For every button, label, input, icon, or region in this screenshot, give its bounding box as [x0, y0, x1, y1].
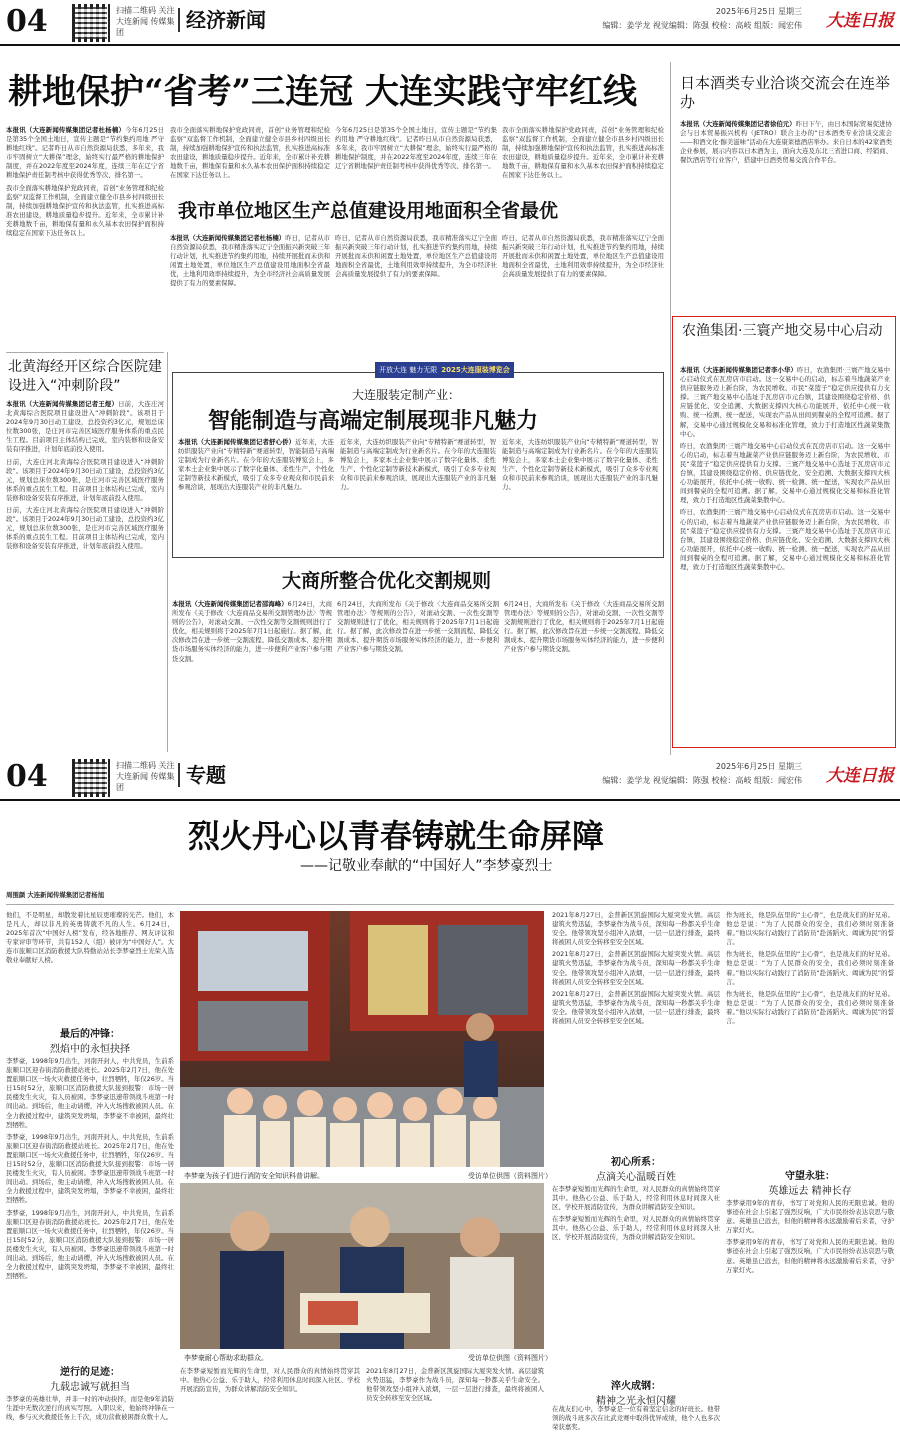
photo2-credit: 受访单位供图（资料图片） — [468, 1354, 552, 1362]
article4-col-3: 6月24日，大商所发布《关于修改〈大连商品交易所交割管理办法〉等规则的公告》，对滚动交割、一次性交割等交割规则进行了优化，相关规则将于2025年7月1日起施行。据了解，此次修改旨在进一步统一交割流程、降低交割成本、提升期货市场服务实体经济的能力，进一步便利产业客户参与期货交割。 — [504, 600, 664, 654]
newspaper-logo: 大连日报 — [826, 766, 894, 786]
feature-subheadline: ——记敬业奉献的“中国好人”李梦豪烈士 — [300, 858, 553, 874]
feature-col-3: 近年来，大连纺织服装产业向“专精特新”赛道转型，智能制造与高端定制成为行业新名片。在今年的大连服装博览会上，多家本土企业集中展示了数字化量体、柔性生产、个性化定制等新技术新模式，吸引了众多专业观众和市民前来参观洽谈，展现出大连服装产业的非凡魅力。 — [502, 438, 658, 492]
subhead-guardian: 守望永驻： 英雄远去 精神长存 — [768, 1171, 852, 1197]
lead-article-col-4: 我市全面落实耕地保护党政同责，首创“业务管理和纪检监察”双监督工作机制，全面建立健全市县乡村四级田长制，持续加强耕地保护宣传和执法监管，扎实推进高标准农田建设，耕地质量稳步提升。近年来，全市累计补充耕地数千亩，耕地保有量和永久基本农田保护面积持续稳定在国家下达任务以上。 — [502, 126, 664, 180]
feature-col-1: 本报讯（大连新闻传媒集团记者舒心侨）近年来，大连纺织服装产业向“专精特新”赛道转型，智能制造与高端定制成为行业新名片。在今年的大连服装博览会上，多家本土企业集中展示了数字化量体、柔性生产、个性化定制等新技术新模式，吸引了众多专业观众和市民前来参观洽谈，展现出大连服装产业的非凡魅力。 — [178, 438, 335, 492]
mid-col-body-3: 在李梦豪短暂而光辉的生命里，对人民群众的真情始终贯穿其中。他热心公益、乐于助人，经常利用休息时间深入社区、学校开展消防宣传，为群众讲解消防安全知识。 在李梦豪短暂而光辉的生命里，对人民群众的真情始终贯穿其中。他热心公益、乐于助人，经常利用休息时间深入社区、学校开展消防宣传，为群众讲解消防安全知识。 — [552, 1185, 720, 1242]
mid-center-body: 2021年8月27日，金普新区凯旋国际大厦突发火情。高层建筑火势迅猛，李梦豪作为战斗员，深知每一秒都关乎生命安全。他带领攻坚小组冲入浓烟，一层一层进行排查，最终将被困人员安全转移至安全区域。 — [366, 1367, 544, 1403]
mid-col-body-4: 在战友们心中，李梦豪是一位有着坚定信念的好班长。他带领的战斗班多次在比武竞赛中取得优异成绩，他个人也多次荣获嘉奖。 — [552, 1405, 720, 1432]
qr-code-icon[interactable] — [72, 759, 110, 797]
sidebar-top-headline: 日本酒类专业洽谈交流会在连举办 — [680, 74, 891, 111]
feature-byline: 周围颜 大连新闻传媒集团记者杨旭 — [6, 891, 105, 899]
feature-col-2: 近年来，大连纺织服装产业向“专精特新”赛道转型，智能制造与高端定制成为行业新名片。在今年的大连服装博览会上，多家本土企业集中展示了数字化量体、柔性生产、个性化定制等新技术新模式，吸引了众多专业观众和市民前来参观洽谈，展现出大连服装产业的非凡魅力。 — [340, 438, 496, 492]
page-number: 04 — [6, 759, 48, 794]
qr-code-icon[interactable] — [72, 4, 110, 42]
article4-col-2: 6月24日，大商所发布《关于修改〈大连商品交易所交割管理办法〉等规则的公告》，对滚动交割、一次性交割等交割规则进行了优化，相关规则将于2025年7月1日起施行。据了解，此次修改旨在进一步统一交割流程、降低交割成本、提升期货市场服务实体经济的能力，进一步便利产业客户参与期货交割。 — [337, 600, 499, 654]
right-col-body-5: 李梦豪用9年的青春，书写了对党和人民的无限忠诚。他的事迹在社会上引起了强烈反响，广大市民纷纷表达哀思与敬意。英雄虽已远去，但他的精神将永远激励着后来者，守护万家灯火。 李梦豪用9年的青春，书写了对党和人民的无限忠诚。他的事迹在社会上引起了强烈反响，广大市民纷纷表达哀思与敬意。英雄虽已远去，但他的精神将永远激励着后来者，守护万家灯火。 — [726, 1199, 894, 1274]
left-col-intro: 他们，不是明星，却散发着比星辰更璀璨的光芒。他们，本是凡人，却以非凡的英勇铸就不凡的人生。6月24日，2025年首次“中国好人榜”发布，经各地推荐、网友评议和专家评审等环节，共有152人（组）被评为“中国好人”。大连市旅顺口区消防救援大队特勤站站长李梦豪烈士光荣入选敬业奉献好人榜。 — [6, 911, 174, 965]
expo-tag: 开放大连 魅力无限 2025大连服装博览会 — [375, 362, 514, 378]
section-title: 经济新闻 — [178, 8, 266, 32]
editor-line: 编辑：姜学龙 视觉编辑：陈强 校检：高岐 组版：闻宏伟 — [602, 776, 802, 785]
photo-helping-citizens — [180, 1183, 544, 1349]
lead-article-col-2: 我市全面落实耕地保护党政同责，首创“业务管理和纪检监察”双监督工作机制，全面建立健全市县乡村四级田长制，持续加强耕地保护宣传和执法监管，扎实推进高标准农田建设，耕地质量稳步提升。近年来，全市累计补充耕地数千亩，耕地保有量和永久基本农田保护面积持续稳定在国家下达任务以上。 — [170, 126, 330, 180]
left-col-body-2: 李梦豪的英雄壮举，并非一时的冲动抉择，而是他9年消防生涯中无数次逆行的真实写照。入职以来，他始终冲锋在一线，参与灭火救援任务上千次，成功营救被困群众数十人。 — [6, 1395, 174, 1422]
section-title: 专题 — [178, 763, 226, 787]
sidebar-left-headline: 北黄海经开区综合医院建设进入“冲刺阶段” — [8, 359, 162, 394]
page-header — [0, 755, 900, 801]
article2-col-3: 昨日，记者从市自然资源局获悉，我市精准落实辽宁全面振兴新突破三年行动计划，扎实推进节约集约用地，持续开展批而未供和闲置土地处置，单位地区生产总值建设用地面积全省最优，土地利用效率持续提升，为全市经济社会高质量发展提供了有力的要素保障。 — [502, 234, 664, 279]
newspaper-logo: 大连日报 — [826, 11, 894, 31]
mid-col-body: 2021年8月27日，金普新区凯旋国际大厦突发火情。高层建筑火势迅猛，李梦豪作为战斗员，深知每一秒都关乎生命安全。他带领攻坚小组冲入浓烟，一层一层进行排查，最终将被困人员安全转移至安全区域。 2021年8月27日，金普新区凯旋国际大厦突发火情。高层建筑火势迅猛，李梦豪作为战斗员，深知每一秒都关乎生命安全。他带领攻坚小组冲入浓烟，一层一层进行排查，最终将被困人员安全转移至安全区域。 2021年8月27日，金普新区凯旋国际大厦突发火情。高层建筑火势迅猛，李梦豪作为战斗员，深知每一秒都关乎生命安全。他带领攻坚小组冲入浓烟，一层一层进行排查，最终将被困人员安全转移至安全区域。 — [552, 911, 720, 1026]
article2-col-2: 昨日，记者从市自然资源局获悉，我市精准落实辽宁全面振兴新突破三年行动计划，扎实推进节约集约用地，持续开展批而未供和闲置土地处置，单位地区生产总值建设用地面积全省最优，土地利用效率持续提升，为全市经济社会高质量发展提供了有力的要素保障。 — [335, 234, 497, 279]
page-header — [0, 0, 900, 46]
highlight-body: 本报讯（大连新闻传媒集团记者李小华）昨日，农渔集团·三寰产地交易中心启动仪式在瓦房店市启动。这一交易中心的启动，标志着当地蔬菜产业供应链服务迈上新台阶，为农民增收、市民“菜篮子”稳定供应提供有力支撑。三寰产地交易中心选址于瓦房店市元台镇，其建设围绕稳定价格、供应链优化、安全追溯、大数据支撑四大核心功能展开，依托中心统一收购、统一检测、统一配送，实现农产品从田间到餐桌的全程可追溯。据了解，交易中心通过规模化交易和标准化管理，致力于打造地区性蔬菜集散中心。 昨日，农渔集团·三寰产地交易中心启动仪式在瓦房店市启动。这一交易中心的启动，标志着当地蔬菜产业供应链服务迈上新台阶，为农民增收、市民“菜篮子”稳定供应提供有力支撑。三寰产地交易中心选址于瓦房店市元台镇，其建设围绕稳定价格、供应链优化、安全追溯、大数据支撑四大核心功能展开，依托中心统一收购、统一检测、统一配送，实现农产品从田间到餐桌的全程可追溯。据了解，交易中心通过规模化交易和标准化管理，致力于打造地区性蔬菜集散中心。 昨日，农渔集团·三寰产地交易中心启动仪式在瓦房店市启动。这一交易中心的启动，标志着当地蔬菜产业供应链服务迈上新台阶，为农民增收、市民“菜篮子”稳定供应提供有力支撑。三寰产地交易中心选址于瓦房店市元台镇，其建设围绕稳定价格、供应链优化、安全追溯、大数据支撑四大核心功能展开，依托中心统一收购、统一检测、统一配送，实现农产品从田间到餐桌的全程可追溯。据了解，交易中心通过规模化交易和标准化管理，致力于打造地区性蔬菜集散中心。 — [680, 366, 891, 571]
left-col-body-1: 李梦豪，1998年9月出生，河南开封人，中共党员，生前系旅顺口区迎春街消防救援站班长。2025年2月7日，他在处置旅顺口区一场火灾救援任务中，壮烈牺牲，年仅26岁。当日15时52分，旅顺口区消防救援大队接到报警：市场一居民楼发生火灾，有人员被困。李梦豪迅速带领战斗班第一时间出动。到场后，他主动请缨，冲入火场搜救被困人员。在全力救援过程中，建筑突发坍塌，李梦豪不幸被困，最终壮烈牺牲。 李梦豪，1998年9月出生，河南开封人，中共党员，生前系旅顺口区迎春街消防救援站班长。2025年2月7日，他在处置旅顺口区一场火灾救援任务中，壮烈牺牲，年仅26岁。当日15时52分，旅顺口区消防救援大队接到报警：市场一居民楼发生火灾，有人员被困。李梦豪迅速带领战斗班第一时间出动。到场后，他主动请缨，冲入火场搜救被困人员。在全力救援过程中，建筑突发坍塌，李梦豪不幸被困，最终壮烈牺牲。 李梦豪，1998年9月出生，河南开封人，中共党员，生前系旅顺口区迎春街消防救援站班长。2025年2月7日，他在处置旅顺口区一场火灾救援任务中，壮烈牺牲，年仅26岁。当日15时52分，旅顺口区消防救援大队接到报警：市场一居民楼发生火灾，有人员被困。李梦豪迅速带领战斗班第一时间出动。到场后，他主动请缨，冲入火场搜救被困人员。在全力救援过程中，建筑突发坍塌，李梦豪不幸被困，最终壮烈牺牲。 — [6, 1057, 174, 1281]
highlight-headline: 农渔集团·三寰产地交易中心启动 — [682, 323, 883, 339]
qr-caption: 扫描二维码 关注大连新闻 传媒集团 — [116, 6, 175, 37]
article2-col-1: 本报讯（大连新闻传媒集团记者杜杨楠）昨日，记者从市自然资源局获悉，我市精准落实辽宁全面振兴新突破三年行动计划，扎实推进节约集约用地，持续开展批而未供和闲置土地处置，单位地区生产总值建设用地面积全省最优，土地利用效率持续提升，为全市经济社会高质量发展提供了有力的要素保障。 — [170, 234, 331, 288]
lead-headline: 耕地保护“省考”三连冠 大连实践守牢红线 — [8, 72, 637, 112]
subhead-footsteps: 逆行的足迹： 九载忠诚写就担当 — [50, 1367, 130, 1393]
sidebar-left-body: 本报讯（大连新闻传媒集团记者王煜）日前，大连庄河北黄海综合医院项目建设进入“冲刺阶段”。该项目于2024年9月30日动工建设，总投资约3亿元，规划总床位数300张，是庄河市完善区域医疗服务体系的重点民生工程。目前项目主体结构已完成，室内装修和设备安装有序推进，计划年底前投入使用。 日前，大连庄河北黄海综合医院项目建设进入“冲刺阶段”。该项目于2024年9月30日动工建设，总投资约3亿元，规划总床位数300张，是庄河市完善区域医疗服务体系的重点民生工程。目前项目主体结构已完成，室内装修和设备安装有序推进，计划年底前投入使用。 日前，大连庄河北黄海综合医院项目建设进入“冲刺阶段”。该项目于2024年9月30日动工建设，总投资约3亿元，规划总床位数300张，是庄河市完善区域医疗服务体系的重点民生工程。目前项目主体结构已完成，室内装修和设备安装有序推进，计划年底前投入使用。 — [6, 400, 165, 551]
article4-col-1: 本报讯（大连新闻传媒集团记者邵海峰）6月24日，大商所发布《关于修改〈大连商品交易所交割管理办法〉等规则的公告》，对滚动交割、一次性交割等交割规则进行了优化，相关规则将于2025年7月1日起施行。据了解，此次修改旨在进一步统一交割流程、降低交割成本、提升期货市场服务实体经济的能力，进一步便利产业客户参与期货交割。 — [172, 600, 332, 663]
article2-headline: 我市单位地区生产总值建设用地面积全省最优 — [178, 200, 559, 222]
photo-fire-safety-lesson — [180, 911, 544, 1167]
lead-article-col-1: 本报讯（大连新闻传媒集团记者杜杨楠）今年6月25日是第35个全国土地日，宣传主题是“节约集约用地 严守耕地红线”。记者昨日从市自然资源局获悉，多年来，我市牢固树立“大耕保”理念，始终实行最严格的耕地保护制度，并在2022年度至2024年度，连续三年在辽宁省耕地保护责任制考核中获得优秀等次、排名第一。 我市全面落实耕地保护党政同责，首创“业务管理和纪检监察”双监督工作机制，全面建立健全市县乡村四级田长制，持续加强耕地保护宣传和执法监管，扎实推进高标准农田建设，耕地质量稳步提升。近年来，全市累计补充耕地数千亩，耕地保有量和永久基本农田保护面积持续稳定在国家下达任务以上。 — [6, 126, 165, 238]
subhead-final-charge: 最后的冲锋： 烈焰中的永恒抉择 — [50, 1029, 130, 1055]
feature-kicker: 大连服装定制产业： — [352, 388, 461, 402]
photo1-credit: 受访单位供图（资料图片） — [468, 1172, 552, 1180]
photo2-caption: 李梦豪耐心帮助求助群众。 — [184, 1354, 268, 1362]
page-number: 04 — [6, 4, 48, 39]
page-special-feature — [0, 755, 900, 1432]
lead-article-col-3: 今年6月25日是第35个全国土地日，宣传主题是“节约集约用地 严守耕地红线”。记者昨日从市自然资源局获悉，多年来，我市牢固树立“大耕保”理念，始终实行最严格的耕地保护制度，并在2022年度至2024年度，连续三年在辽宁省耕地保护责任制考核中获得优秀等次、排名第一。 — [335, 126, 497, 171]
editor-line: 编辑：姜学龙 视觉编辑：陈强 校检：高岐 组版：闻宏伟 — [602, 21, 802, 30]
feature-headline: 智能制造与高端定制展现非凡魅力 — [208, 409, 539, 434]
subhead-tempered: 淬火成钢： 精神之光永恒闪耀 — [596, 1381, 676, 1407]
date-line: 2025年6月25日 星期三 — [715, 7, 802, 16]
subhead-original-heart: 初心所系： 点滴关心温暖百姓 — [596, 1157, 676, 1183]
mid-left-body: 在李梦豪短暂而光辉的生命里，对人民群众的真情始终贯穿其中。他热心公益、乐于助人，经常利用休息时间深入社区、学校开展消防宣传，为群众讲解消防安全知识。 — [180, 1367, 360, 1394]
date-line: 2025年6月25日 星期三 — [715, 762, 802, 771]
sidebar-top-body: 本报讯（大连新闻传媒集团记者徐伯元）昨日下午，由日本国际贸易促进协会与日本贸易振兴机构（JETRO）联合主办的“日本酒类专业洽谈交流会——和酒文化·醇美滋味”活动在大连康莱德酒店举办。来自日本的42家酒类企业参展，展示内容以日本酒为主，面向大连及东北三省进口商、经销商、餐饮酒店等行业客户，搭建中日酒类贸易交流合作平台。 — [680, 120, 893, 165]
right-col-body: 作为班长，他是队伍里的“主心骨”，也是战友们的好兄弟。他总是说：“为了人民群众的安全，我们必须时刻准备着。”他以实际行动践行了消防员“赴汤蹈火、竭诚为民”的誓言。 作为班长，他是队伍里的“主心骨”，也是战友们的好兄弟。他总是说：“为了人民群众的安全，我们必须时刻准备着。”他以实际行动践行了消防员“赴汤蹈火、竭诚为民”的誓言。 作为班长，他是队伍里的“主心骨”，也是战友们的好兄弟。他总是说：“为了人民群众的安全，我们必须时刻准备着。”他以实际行动践行了消防员“赴汤蹈火、竭诚为民”的誓言。 — [726, 911, 894, 1026]
photo1-caption: 李梦豪为孩子们进行消防安全知识科普讲解。 — [184, 1172, 324, 1180]
qr-caption: 扫描二维码 关注大连新闻 传媒集团 — [116, 761, 175, 792]
feature-headline: 烈火丹心以青春铸就生命屏障 — [188, 817, 605, 855]
article4-headline: 大商所整合优化交割规则 — [282, 570, 492, 592]
